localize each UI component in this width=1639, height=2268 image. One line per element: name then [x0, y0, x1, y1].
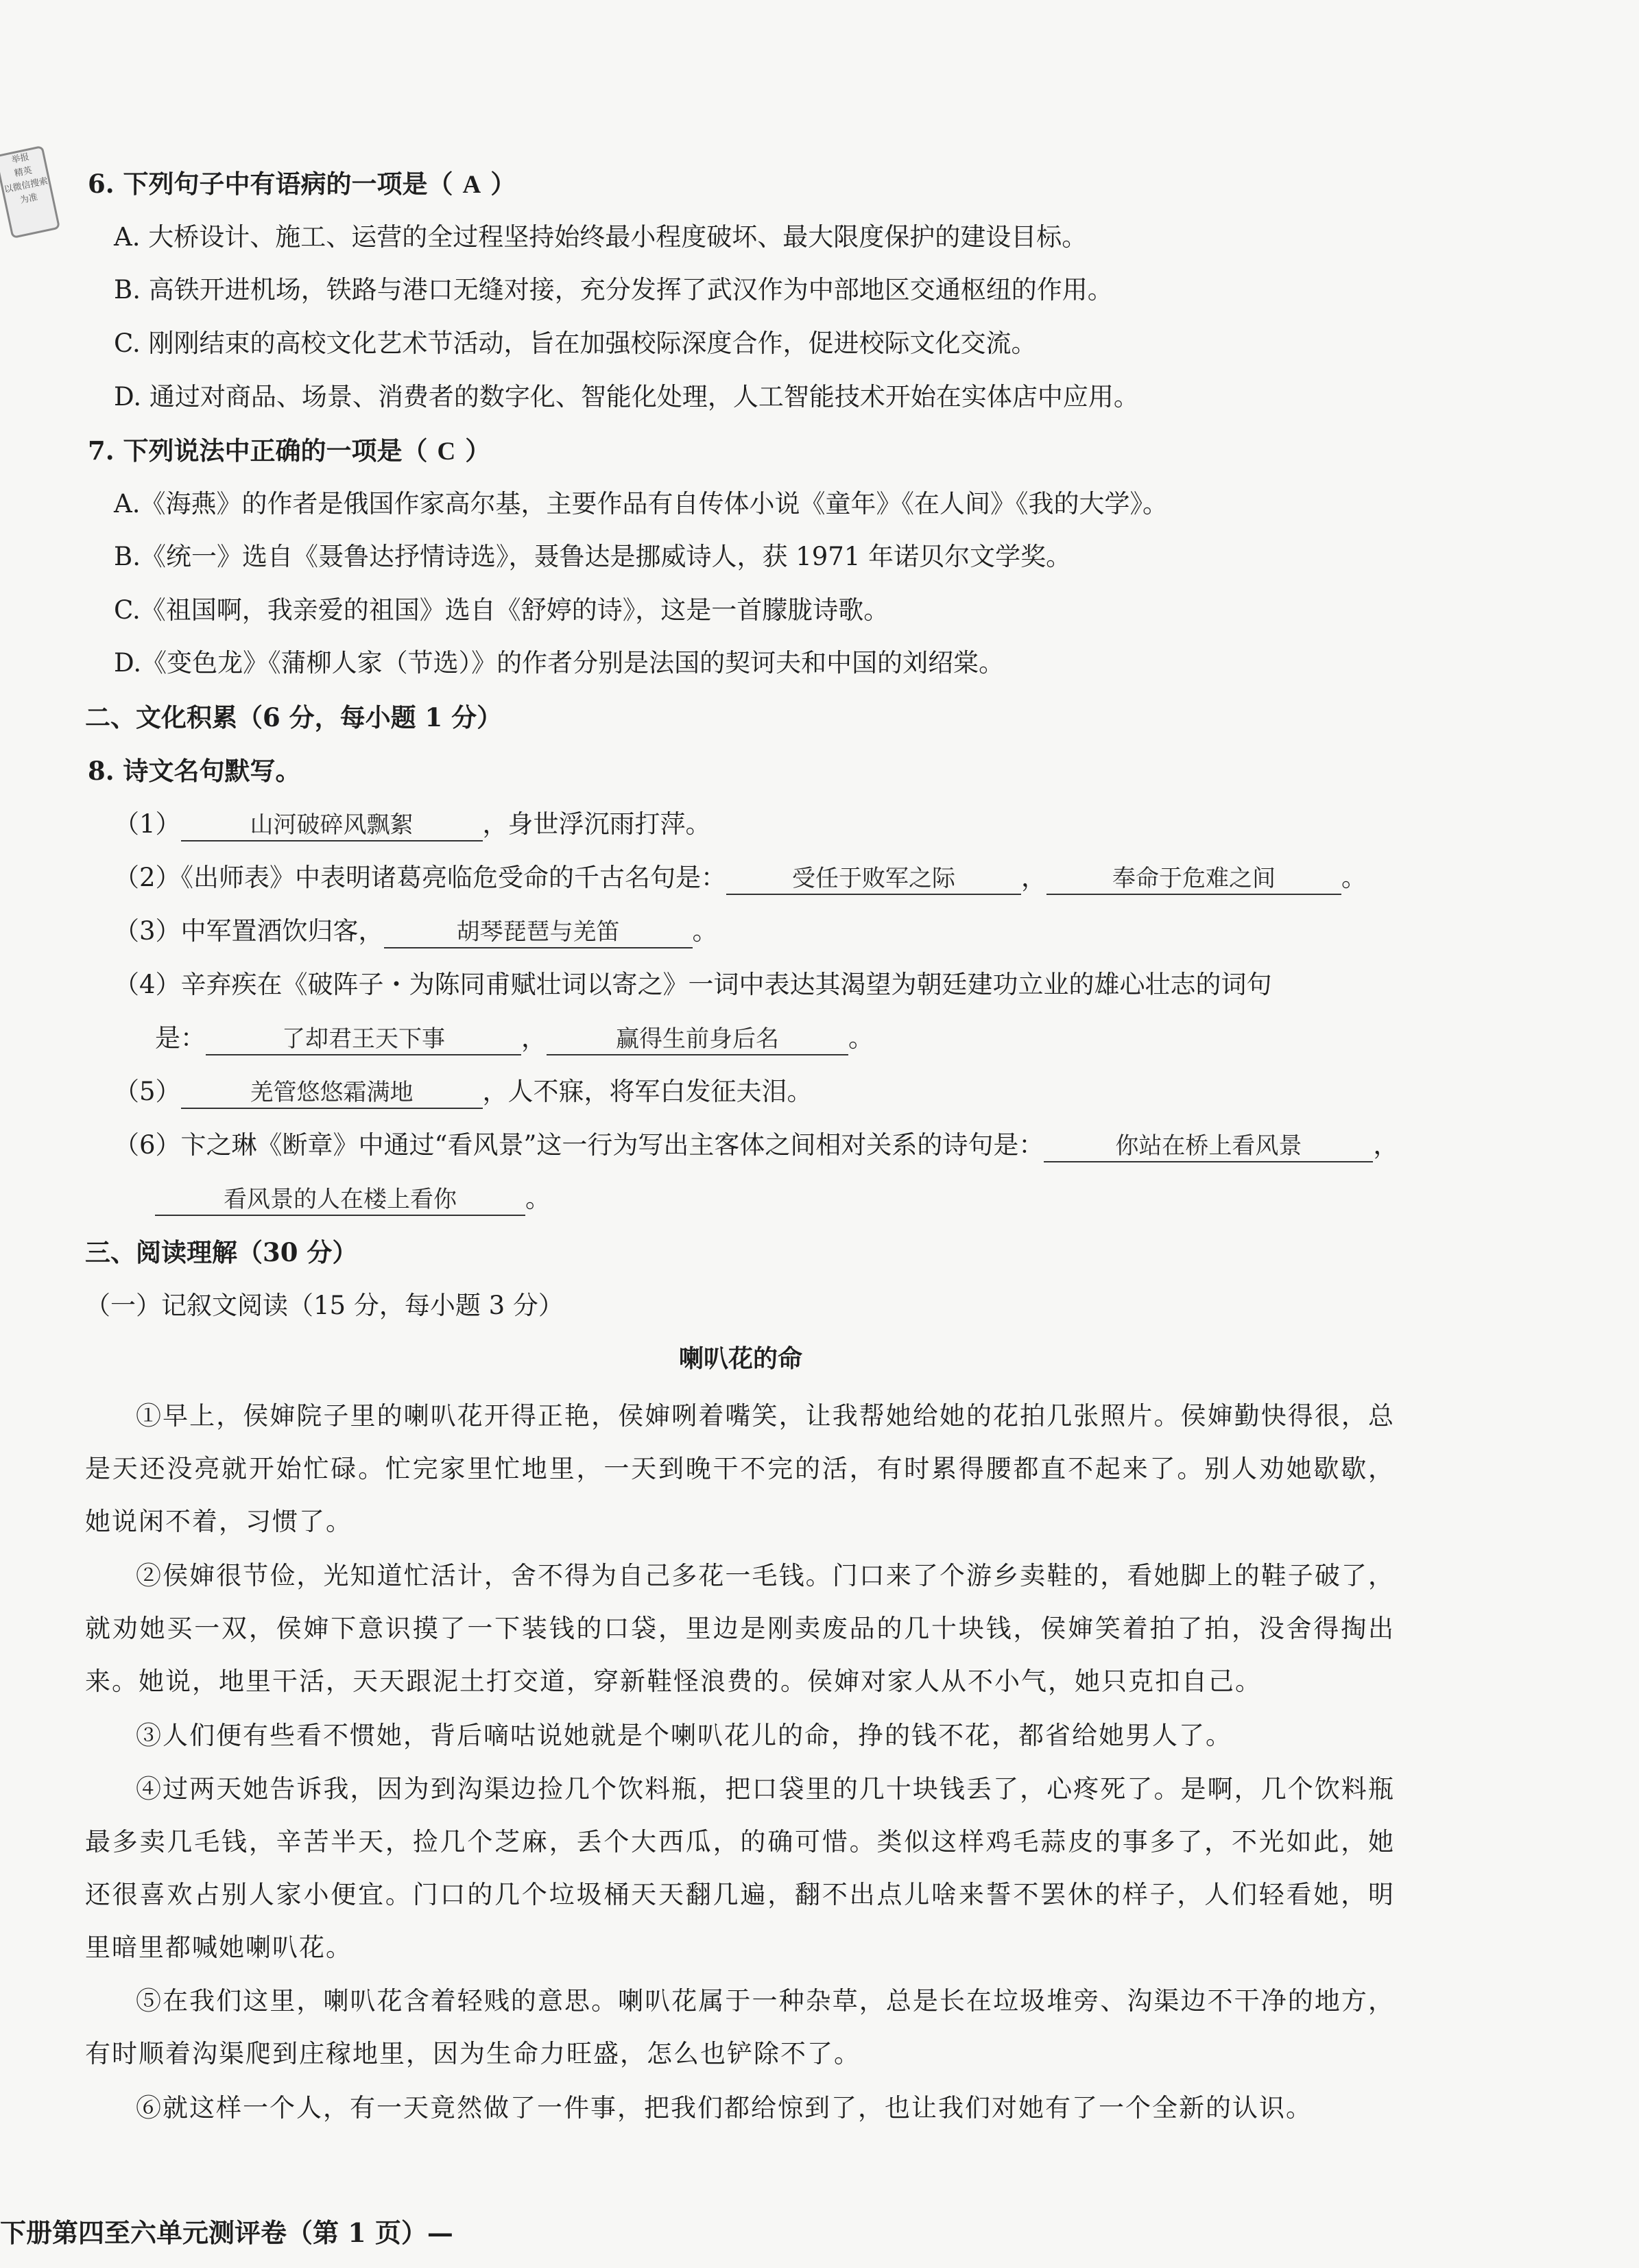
q8-item-6-line2: 看风景的人在楼上看你 。 [155, 1181, 551, 1217]
q8-item-4-line1: （4）辛弃疾在《破阵子・为陈同甫赋壮词以寄之》一词中表达其渴望为朝廷建功立业的雄心壮志的词句 [114, 970, 1272, 999]
q6-answer: A [462, 171, 481, 199]
q8-item-1: （1） 山河破碎风飘絮 ，身世浮沉雨打萍。 [114, 807, 711, 842]
q8-item-4-line2: 是： 了却君王天下事 ， 赢得生前身后名 。 [155, 1020, 874, 1056]
q7-stem: 7. 下列说法中正确的一项是（ C ） [88, 435, 491, 466]
q8-item-3: （3）中军置酒饮归客， 胡琴琵琶与羌笛 。 [114, 914, 718, 949]
article-paragraph-3: ③人们便有些看不惯她，背后嘀咕说她就是个喇叭花儿的命，挣的钱不花，都省给她男人了。 [136, 1721, 1232, 1750]
q6-option-a: A. 大桥设计、施工、运营的全过程坚持始终最小程度破坏、最大限度保护的建设目标。 [114, 222, 1088, 252]
q7-option-d: D.《变色龙》《蒲柳人家（节选）》的作者分别是法国的契诃夫和中国的刘绍棠。 [114, 648, 1005, 678]
q6-option-c: C. 刚刚结束的高校文化艺术节活动，旨在加强校际深度合作，促进校际文化交流。 [114, 329, 1037, 358]
subsection-narrative-heading: （一）记叙文阅读（15 分，每小题 3 分） [85, 1291, 564, 1320]
answer-blank: 看风景的人在楼上看你 [155, 1184, 525, 1216]
answer-blank: 了却君王天下事 [206, 1024, 521, 1055]
article-paragraph-6: ⑥就这样一个人，有一天竟然做了一件事，把我们都给惊到了，也让我们对她有了一个全新的认识。 [136, 2093, 1313, 2123]
section-3-heading: 三、阅读理解（30 分） [85, 1237, 358, 1267]
article-paragraph-5: ⑤在我们这里，喇叭花含着轻贱的意思。喇叭花属于一种杂草，总是长在垃圾堆旁、沟渠边不干净的地方，有时顺着沟渠爬到庄稼地里，因为生命力旺盛，怎么也铲除不了。 [85, 1986, 1395, 2068]
q7-option-b: B.《统一》选自《聂鲁达抒情诗选》，聂鲁达是挪威诗人，获 1971 年诺贝尔文学奖。 [114, 542, 1072, 571]
q8-item-6-line1: （6）卞之琳《断章》中通过“看风景”这一行为写出主客体之间相对关系的诗句是： 你站在桥上看风景 ， [114, 1127, 1398, 1163]
stamp-seal: 举报 精英 以微信搜索为准 [0, 145, 60, 239]
answer-blank: 胡琴琵琶与羌笛 [384, 917, 693, 948]
q6-stem: 6. 下列句子中有语病的一项是（ A ） [88, 169, 516, 199]
page-footer: 下册第四至六单元测评卷（第 1 页）— [0, 2217, 453, 2248]
q7-option-c: C.《祖国啊，我亲爱的祖国》选自《舒婷的诗》，这是一首朦胧诗歌。 [114, 595, 889, 625]
q6-option-d: D. 通过对商品、场景、消费者的数字化、智能化处理，人工智能技术开始在实体店中应用。 [114, 382, 1139, 411]
q8-item-2: （2）《出师表》中表明诸葛亮临危受命的千古名句是： 受任于败军之际 ， 奉命于危难之间 。 [114, 860, 1367, 896]
q7-option-a: A.《海燕》的作者是俄国作家高尔基，主要作品有自传体小说《童年》《在人间》《我的大学》。 [114, 489, 1168, 518]
answer-blank: 你站在桥上看风景 [1044, 1131, 1373, 1162]
answer-blank: 受任于败军之际 [726, 863, 1021, 895]
section-2-heading: 二、文化积累（6 分，每小题 1 分） [85, 702, 503, 732]
answer-blank: 奉命于危难之间 [1046, 863, 1341, 895]
q7-answer: C [437, 438, 456, 466]
answer-blank: 山河破碎风飘絮 [181, 810, 483, 841]
q8-stem: 8. 诗文名句默写。 [88, 756, 301, 786]
q6-option-b: B. 高铁开进机场，铁路与港口无缝对接，充分发挥了武汉作为中部地区交通枢纽的作用。 [114, 275, 1113, 305]
article-paragraph-1: ①早上，侯婶院子里的喇叭花开得正艳，侯婶咧着嘴笑，让我帮她给她的花拍几张照片。侯婶勤快得很，总是天还没亮就开始忙碌。忙完家里忙地里，一天到晚干不完的活，有时累得腰都直不起来了。别人劝她歇歇，她说闲不着，习惯了。 [85, 1401, 1395, 1536]
article-title: 喇叭花的命 [678, 1345, 802, 1373]
answer-blank: 赢得生前身后名 [547, 1024, 848, 1055]
article-paragraph-2: ②侯婶很节俭，光知道忙活计，舍不得为自己多花一毛钱。门口来了个游乡卖鞋的，看她脚上的鞋子破了，就劝她买一双，侯婶下意识摸了一下装钱的口袋，里边是刚卖废品的几十块钱，侯婶笑着拍了拍，没舍得掏出来。她说，地里干活，天天跟泥土打交道，穿新鞋怪浪费的。侯婶对家人从不小气，她只克扣自己。 [85, 1561, 1395, 1696]
q8-item-5: （5） 羌管悠悠霜满地 ，人不寐，将军白发征夫泪。 [114, 1074, 813, 1110]
answer-blank: 羌管悠悠霜满地 [181, 1077, 483, 1109]
article-paragraph-4: ④过两天她告诉我，因为到沟渠边捡几个饮料瓶，把口袋里的几十块钱丢了，心疼死了。是啊，几个饮料瓶最多卖几毛钱，辛苦半天，捡几个芝麻，丢个大西瓜，的确可惜。类似这样鸡毛蒜皮的事多了，不光如此，她还很喜欢占别人家小便宜。门口的几个垃圾桶天天翻几遍，翻不出点儿啥来誓不罢休的样子，人们轻看她，明里暗里都喊她喇叭花。 [85, 1774, 1395, 1962]
